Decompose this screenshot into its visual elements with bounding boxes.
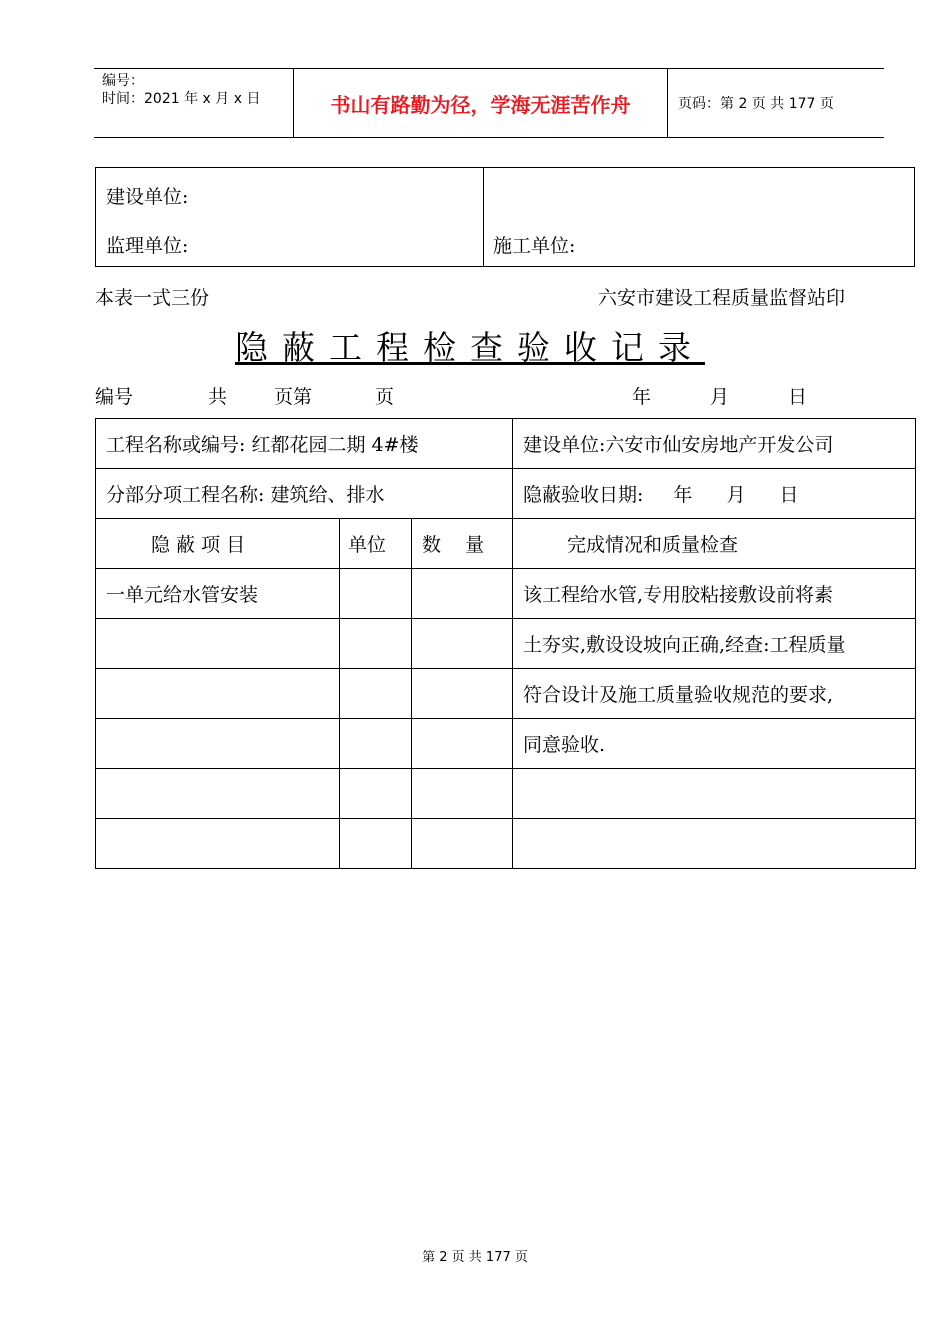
row-quantity <box>412 569 513 619</box>
acceptance-date <box>513 469 916 519</box>
row-unit <box>340 569 412 619</box>
row-unit <box>340 719 412 769</box>
row-item <box>96 669 340 719</box>
table-row <box>96 669 916 719</box>
acceptance-date-label: 隐蔽验收日期: <box>523 484 644 506</box>
page-header <box>94 68 884 138</box>
row-result: 土夯实,敷设设坡向正确,经查:工程质量 <box>513 619 916 669</box>
meta-total: 共 <box>208 386 228 408</box>
row-unit <box>340 619 412 669</box>
column-header-row <box>96 519 916 569</box>
meta-page: 页 <box>375 386 395 408</box>
meta-number: 编号 <box>95 386 134 408</box>
contractor-label: 施工单位: <box>493 235 576 257</box>
table-row <box>96 619 916 669</box>
supervisor-label: 监理单位: <box>106 235 189 257</box>
col-header-result: 完成情况和质量检查 <box>513 519 916 569</box>
row-item: 一单元给水管安装 <box>96 569 340 619</box>
row-result <box>513 769 916 819</box>
meta-day: 日 <box>788 386 808 408</box>
header-time-label: 时间：2021 年 x 月 x 日 <box>102 91 261 107</box>
page-footer: 第 2 页 共 177 页 <box>422 1250 528 1265</box>
row-result: 符合设计及施工质量验收规范的要求, <box>513 669 916 719</box>
inspection-table <box>95 418 916 869</box>
col-header-unit: 单位 <box>340 519 412 569</box>
signature-box <box>95 167 915 267</box>
row-result <box>513 819 916 869</box>
construction-unit: 建设单位:六安市仙安房地产开发公司 <box>513 419 916 469</box>
row-item <box>96 819 340 869</box>
row-quantity <box>412 669 513 719</box>
row-quantity <box>412 619 513 669</box>
row-item <box>96 719 340 769</box>
meta-month: 月 <box>710 386 730 408</box>
info-row-project <box>96 419 916 469</box>
row-unit <box>340 669 412 719</box>
col-header-quantity: 数 量 <box>412 519 513 569</box>
acceptance-date-year: 年 <box>673 484 693 506</box>
row-unit <box>340 819 412 869</box>
header-meta <box>94 69 294 137</box>
table-row <box>96 769 916 819</box>
document-title: 隐蔽工程检查验收记录 <box>235 328 705 367</box>
acceptance-date-month: 月 <box>726 484 746 506</box>
table-row <box>96 819 916 869</box>
header-motto: 书山有路勤为径，学海无涯苦作舟 <box>294 69 668 137</box>
row-item <box>96 769 340 819</box>
row-unit <box>340 769 412 819</box>
table-row <box>96 719 916 769</box>
builder-label: 建设单位: <box>106 186 189 208</box>
col-header-item: 隐 蔽 项 目 <box>96 519 340 569</box>
meta-year: 年 <box>632 386 652 408</box>
row-quantity <box>412 769 513 819</box>
subproject-name: 分部分项工程名称: 建筑给、排水 <box>96 469 513 519</box>
table-row <box>96 569 916 619</box>
row-quantity <box>412 819 513 869</box>
copies-note: 本表一式三份 <box>95 287 210 309</box>
project-name: 工程名称或编号: 红都花园二期 4#楼 <box>96 419 513 469</box>
header-page-info: 页码：第 2 页 共 177 页 <box>678 96 834 112</box>
acceptance-date-day: 日 <box>779 484 799 506</box>
row-item <box>96 619 340 669</box>
stamp-note: 六安市建设工程质量监督站印 <box>598 287 846 309</box>
signature-divider <box>483 168 484 266</box>
row-result: 该工程给水管,专用胶粘接敷设前将素 <box>513 569 916 619</box>
meta-page-of: 页第 <box>274 386 313 408</box>
row-result: 同意验收. <box>513 719 916 769</box>
info-row-subproject <box>96 469 916 519</box>
row-quantity <box>412 719 513 769</box>
header-number-label: 编号： <box>102 73 144 89</box>
